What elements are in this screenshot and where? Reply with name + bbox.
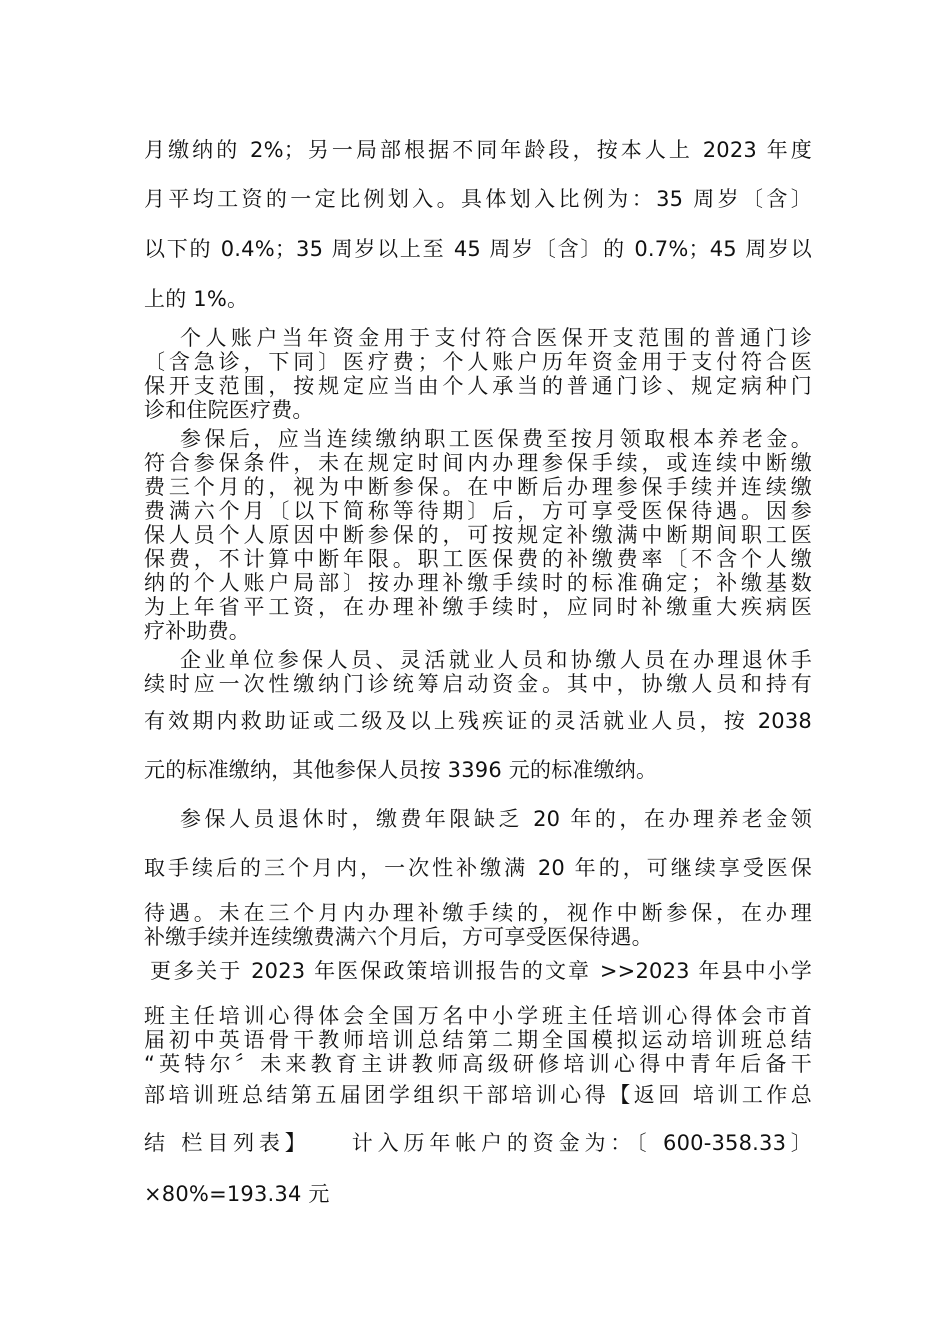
related-articles-line: 届初中英语骨干教师培训总结第二期全国模拟运动培训班总结 (144, 1028, 812, 1052)
text-line: 保费，不计算中断年限。职工医保费的补缴费率〔不含个人缴 (144, 547, 812, 571)
text-line: 企业单位参保人员、灵活就业人员和协缴人员在办理退休手 (180, 648, 812, 672)
text-line: 保开支范围，按规定应当由个人承当的普通门诊、规定病种门 (144, 374, 812, 398)
text-line: 补缴手续并连续缴费满六个月后，方可享受医保待遇。 (144, 925, 653, 949)
related-articles-line: “英特尔〞未来教育主讲教师高级研修培训心得中青年后备干 (144, 1052, 812, 1076)
text-line: 个人账户当年资金用于支付符合医保开支范围的普通门诊 (180, 326, 812, 350)
text-line: 待遇。未在三个月内办理补缴手续的，视作中断参保，在办理 (144, 901, 812, 925)
text-line: 上的 1%。 (144, 287, 249, 311)
text-line: 为上年省平工资，在办理补缴手续时，应同时补缴重大疾病医 (144, 595, 812, 619)
text-line: 参保人员退休时，缴费年限缺乏 20 年的，在办理养老金领 (180, 807, 812, 831)
text-line: 续时应一次性缴纳门诊统筹启动资金。其中，协缴人员和持有 (144, 672, 812, 696)
text-line: 费满六个月〔以下简称等待期〕后，方可享受医保待遇。因参 (144, 499, 812, 523)
text-line: 取手续后的三个月内，一次性补缴满 20 年的，可继续享受医保 (144, 856, 812, 880)
text-line: ×80%=193.34 元 (144, 1182, 330, 1206)
text-line: 月缴纳的 2%；另一局部根据不同年龄段，按本人上 2023 年度 (144, 138, 812, 162)
text-line: 结 栏目列表】 计入历年帐户的资金为：〔 600-358.33〕 (144, 1131, 812, 1155)
text-line: 参保后，应当连续缴纳职工医保费至按月领取根本养老金。 (180, 427, 812, 451)
text-line: 〔含急诊，下同〕医疗费；个人账户历年资金用于支付符合医 (144, 350, 812, 374)
text-line: 有效期内救助证或二级及以上残疾证的灵活就业人员，按 2038 (144, 709, 812, 733)
related-articles-line: 更多关于 2023 年医保政策培训报告的文章 >>2023 年县中小学 (150, 959, 812, 983)
text-line: 保人员个人原因中断参保的，可按规定补缴满中断期间职工医 (144, 523, 812, 547)
related-articles-line: 班主任培训心得体会全国万名中小学班主任培训心得体会市首 (144, 1004, 812, 1028)
text-line: 疗补助费。 (144, 619, 250, 643)
text-line: 费三个月的，视为中断参保。在中断后办理参保手续并连续缴 (144, 475, 812, 499)
text-line: 符合参保条件，未在规定时间内办理参保手续，或连续中断缴 (144, 451, 812, 475)
text-line: 月平均工资的一定比例划入。具体划入比例为：35 周岁〔含〕 (144, 187, 812, 211)
text-line: 诊和住院医疗费。 (144, 398, 314, 422)
text-line: 元的标准缴纳，其他参保人员按 3396 元的标准缴纳。 (144, 758, 658, 782)
related-articles-line: 部培训班总结第五届团学组织干部培训心得【返回 培训工作总 (144, 1083, 812, 1107)
text-line: 以下的 0.4%；35 周岁以上至 45 周岁〔含〕的 0.7%；45 周岁以 (144, 237, 812, 261)
text-line: 纳的个人账户局部〕按办理补缴手续时的标准确定；补缴基数 (144, 571, 812, 595)
